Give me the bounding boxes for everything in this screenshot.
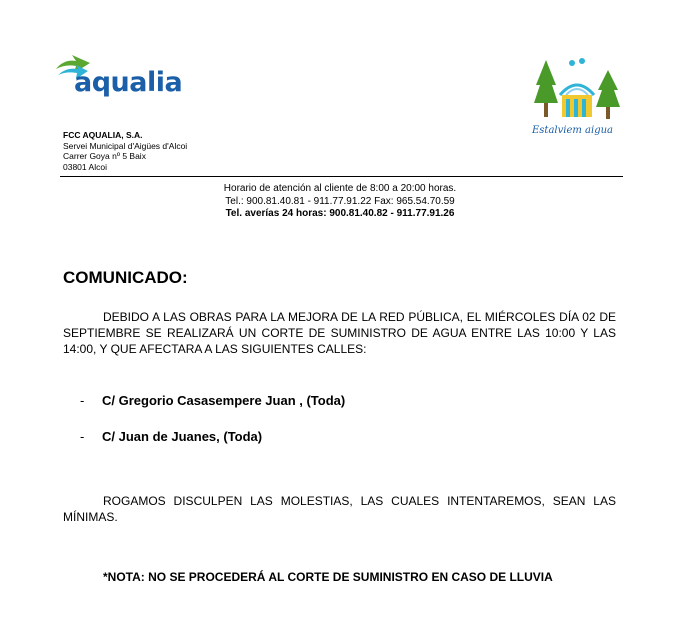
aqualia-logo [54,55,184,100]
apology-text: ROGAMOS DISCULPEN LAS MOLESTIAS, LAS CUALES INTENTAREMOS, SEAN LAS MÍNIMAS. [63,494,616,524]
company-name: FCC AQUALIA, S.A. [63,130,143,140]
rain-note: *NOTA: NO SE PROCEDERÁ AL CORTE DE SUMINISTRO EN CASO DE LLUVIA [103,570,553,584]
company-info [63,130,187,172]
list-dash: - [80,393,85,408]
emergency-phones: Tel. averías 24 horas: 900.81.40.82 - 911.77.91.26 [225,208,455,219]
street-name: C/ Gregorio Casasempere Juan , (Toda) [102,393,346,408]
service-name: Servei Municipal d'Aigües d'Alcoi [63,140,188,151]
phone-numbers: Tel.: 900.81.40.81 - 911.77.91.22 Fax: 965.54.70.59 [225,195,455,207]
street-item [80,429,262,444]
street-item [80,393,345,408]
postal-code: 03801 Alcoi [63,161,107,172]
opening-hours: Horario de atención al cliente de 8:00 a 20:00 horas. [223,183,457,194]
street-name: C/ Juan de Juanes, (Toda) [102,429,263,444]
list-dash: - [80,429,85,444]
contact-block [200,183,480,221]
emblem-caption: Estalviem aigua [532,125,614,136]
address: Carrer Goya nº 5 Baix [63,151,146,161]
notice-body: DEBIDO A LAS OBRAS PARA LA MEJORA DE LA RED PÚBLICA, EL MIÉRCOLES DÍA 02 DE SEPTIEMBRE SE REALIZARÁ UN CORTE DE SUMINISTRO DE AGUA ENTRE LAS 10:00 Y LAS 14:00, Y QUE AFECTARA A LAS SIGUIENTES CALLES: [63,310,616,356]
notice-title: COMUNICADO: [63,268,188,287]
header-divider [60,176,623,177]
estalviem-aigua-emblem [530,55,625,145]
logo-text: aqualia [74,67,183,98]
